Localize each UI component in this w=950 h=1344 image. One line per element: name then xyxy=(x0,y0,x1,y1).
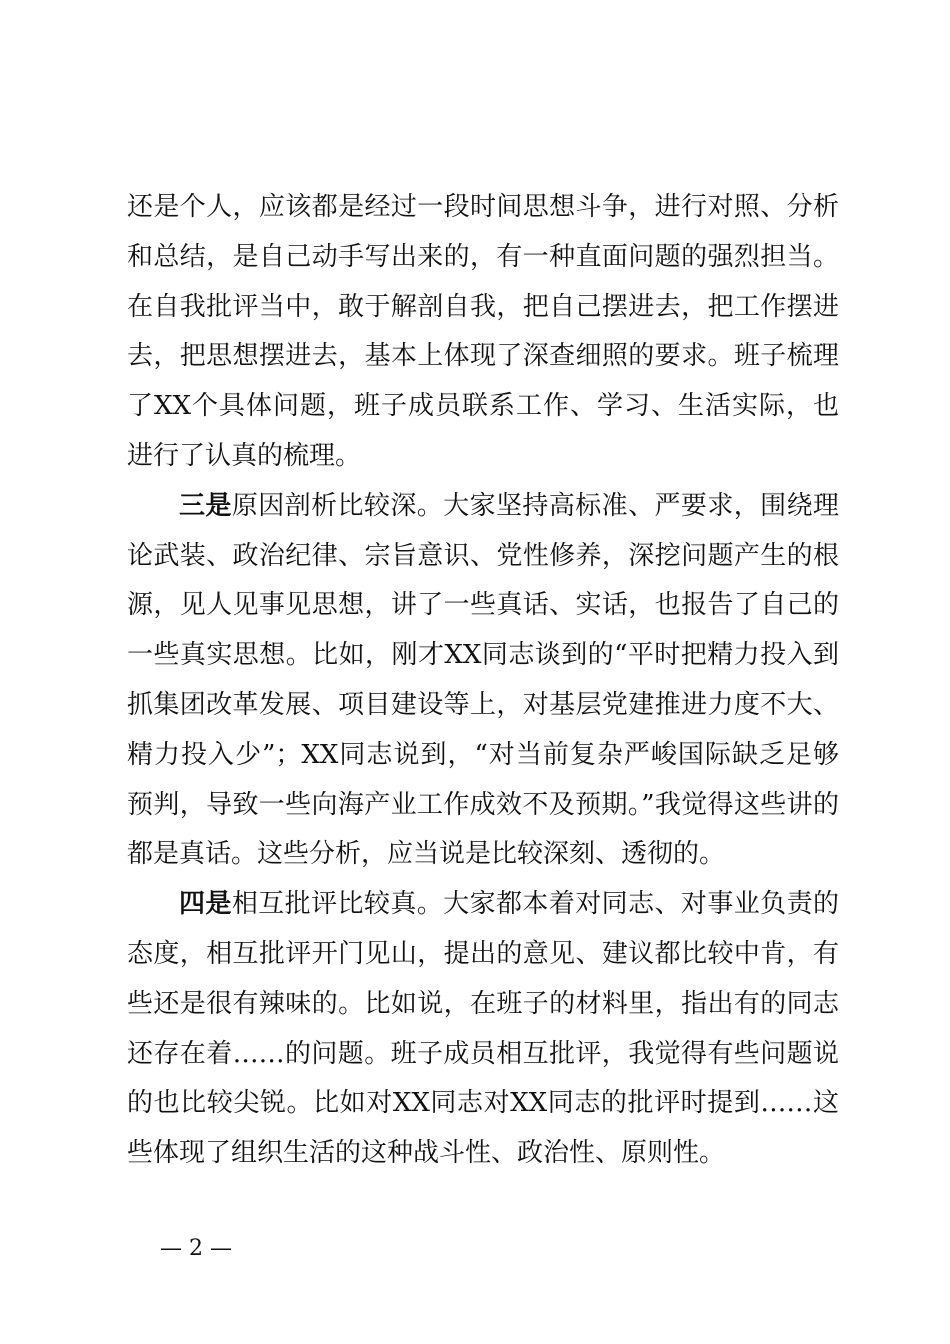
document-body xyxy=(127,183,839,1179)
paragraph-continuation xyxy=(127,183,839,482)
paragraph-lead: 四是 xyxy=(179,889,232,920)
paragraph-point-three xyxy=(127,482,839,880)
paragraph-text: 原因剖析比较深。大家坚持高标准、严要求，围绕理论武装、政治纪律、宗旨意识、党性修养，深挖问题产生的根源，见人见事见思想，讲了一些真话、实话，也报告了自己的一些真实思想。比如，刚才XX同志谈到的“平时把精力投入到抓集团改革发展、项目建设等上，对基层党建推进力度不大、精力投入少”；XX同志说到，“对当前复杂严峻国际缺乏足够预判，导致一些向海产业工作成效不及预期。”我觉得这些讲的都是真话。这些分析，应当说是比较深刻、透彻的。 xyxy=(127,490,839,870)
paragraph-text: 还是个人，应该都是经过一段时间思想斗争，进行对照、分析和总结，是自己动手写出来的，有一种直面问题的强烈担当。在自我批评当中，敢于解剖自我，把自己摆进去，把工作摆进去，把思想摆进去，基本上体现了深查细照的要求。班子梳理了XX个具体问题，班子成员联系工作、学习、生活实际，也进行了认真的梳理。 xyxy=(127,192,839,471)
paragraph-point-four xyxy=(127,880,839,1179)
page-number: — 2 — xyxy=(160,1236,232,1261)
paragraph-lead: 三是 xyxy=(179,490,232,521)
paragraph-text: 相互批评比较真。大家都本着对同志、对事业负责的态度，相互批评开门见山，提出的意见、建议都比较中肯，有些还是很有辣味的。比如说，在班子的材料里，指出有的同志还存在着……的问题。班子成员相互批评，我觉得有些问题说的也比较尖锐。比如对XX同志对XX同志的批评时提到……这些体现了组织生活的这种战斗性、政治性、原则性。 xyxy=(127,889,839,1169)
